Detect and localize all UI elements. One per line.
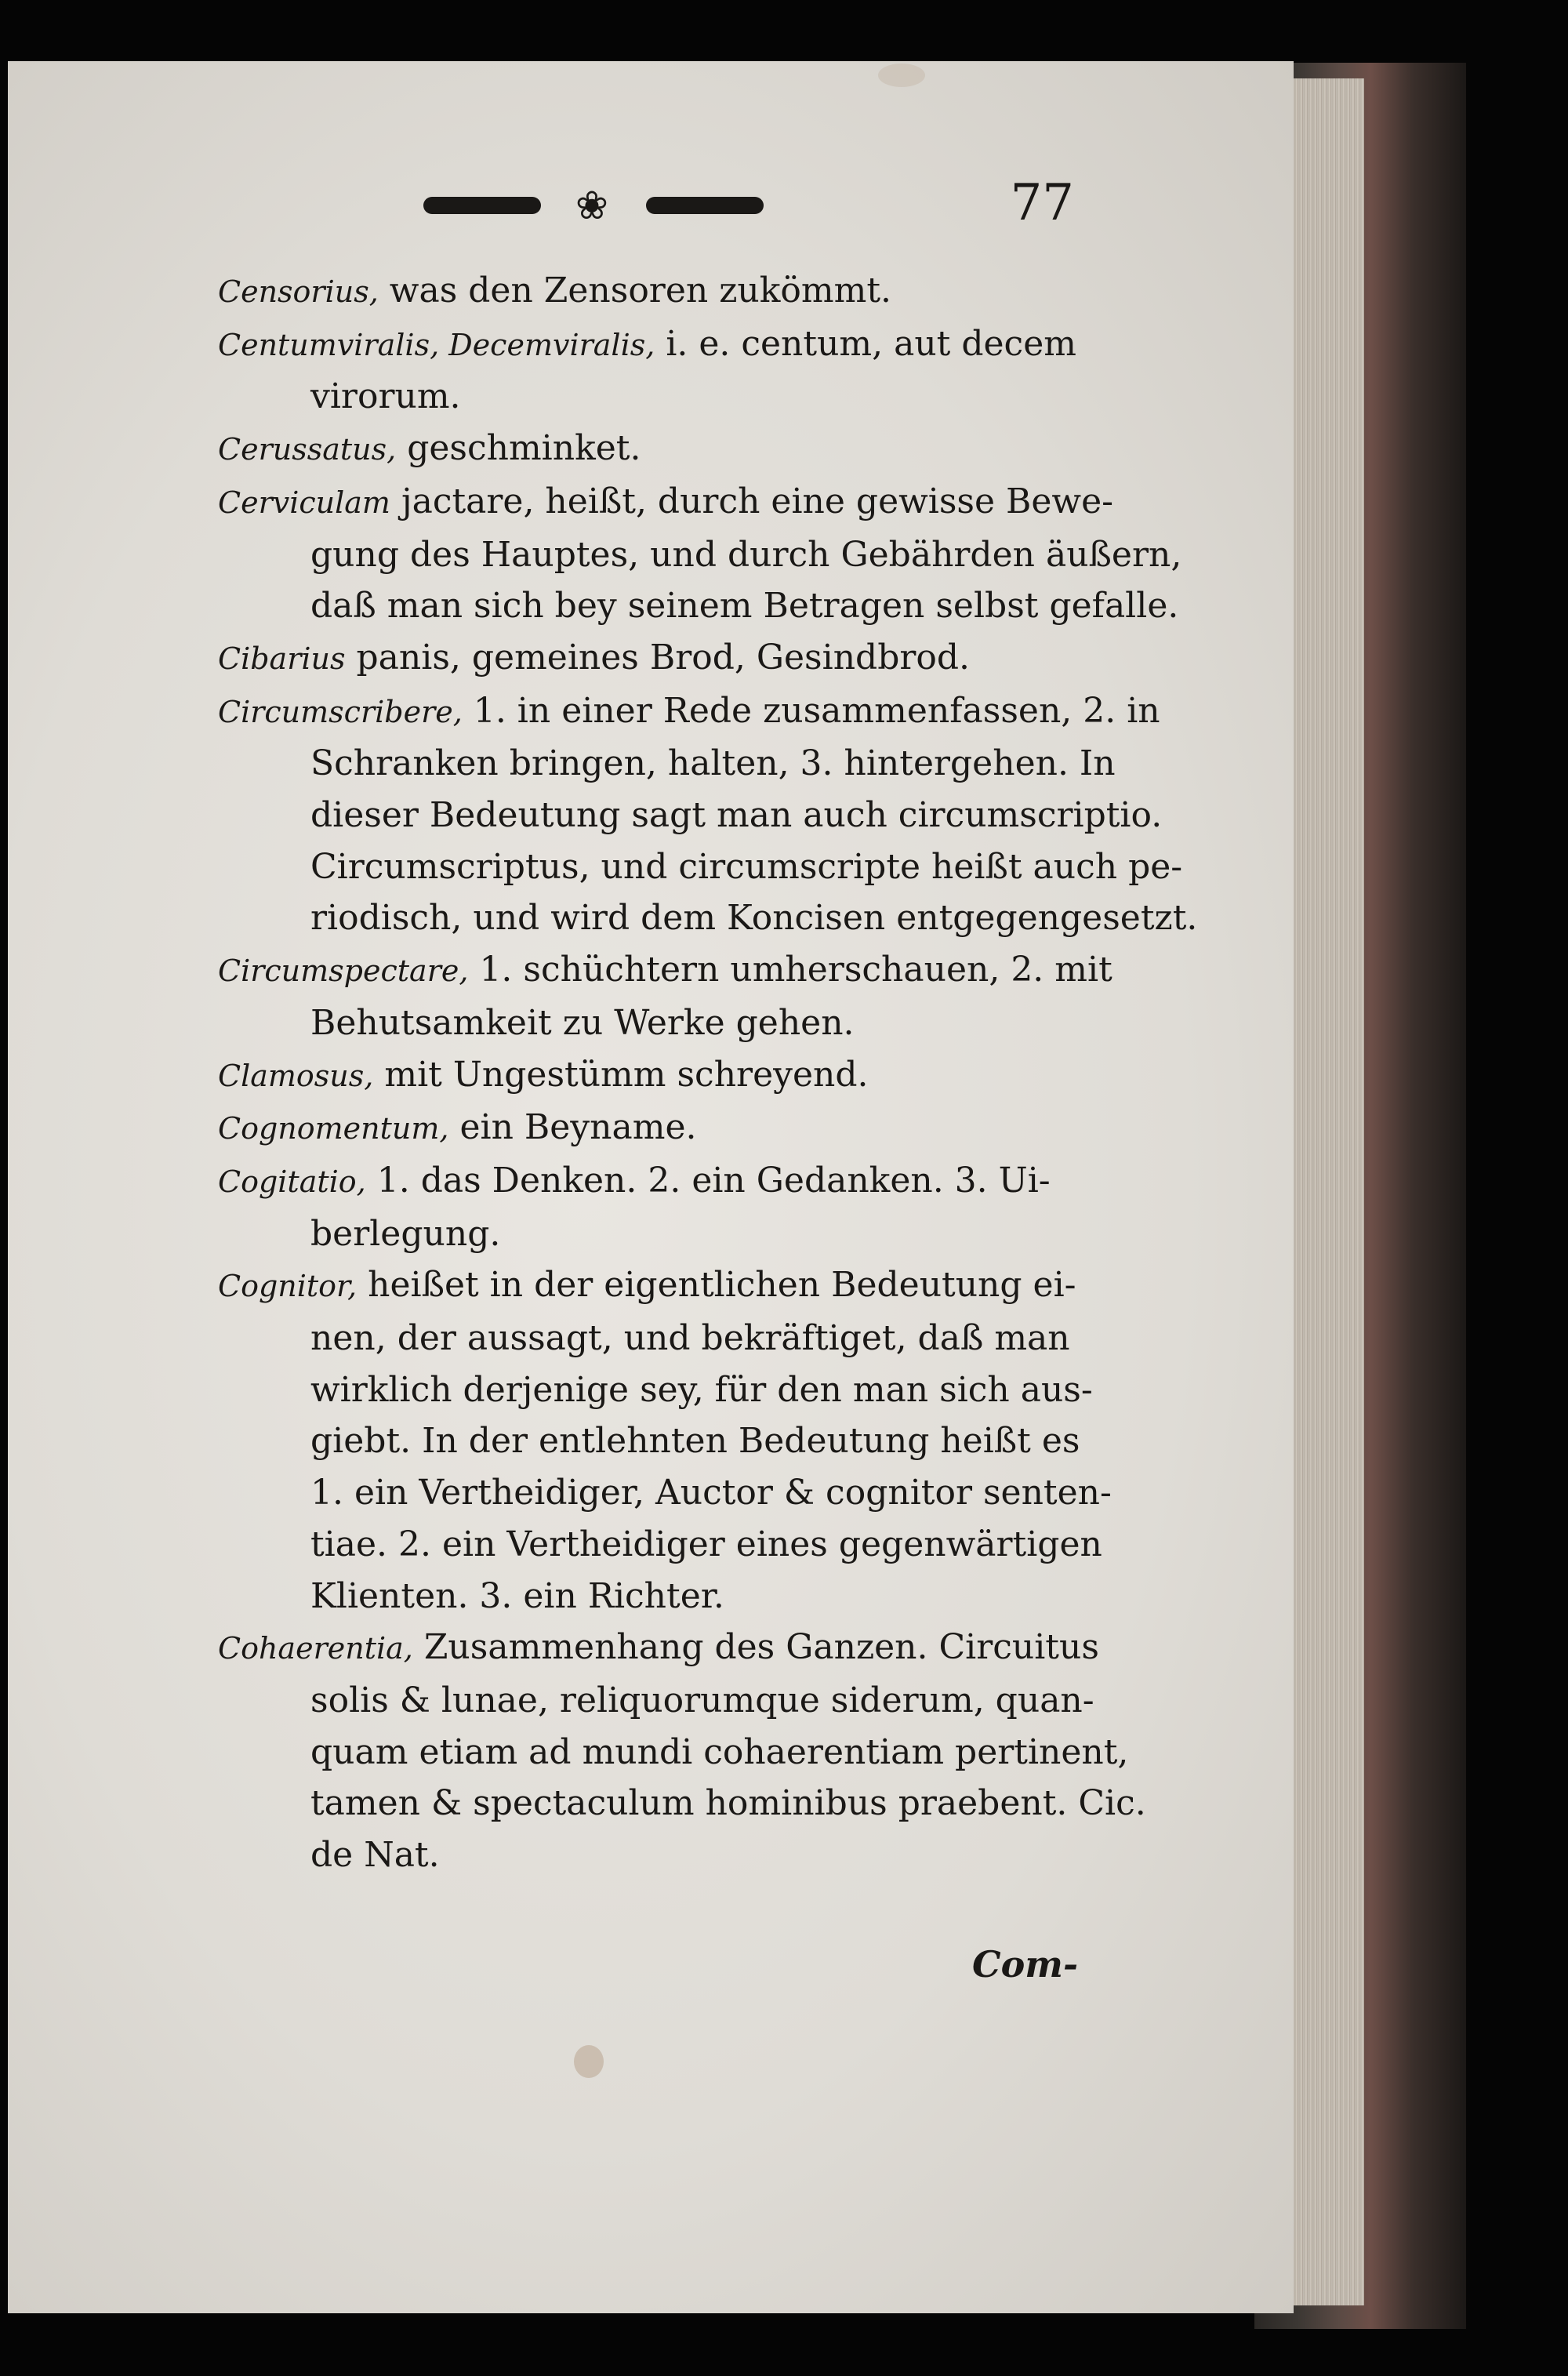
entry-term: Cerussatus,: [218, 432, 397, 467]
entry-continuation-line: [218, 1208, 1104, 1260]
entry-first-line: [218, 423, 1104, 476]
entry-continuation-line: [218, 1778, 1146, 1829]
entry-first-line: [218, 944, 1112, 997]
entry-first-line: [218, 265, 1104, 318]
entry-continuation-line: [218, 790, 1163, 841]
entry-text: Zusammenhang des Ganzen. Circuitus: [423, 1627, 1099, 1668]
entry-continuation-line: [218, 1675, 1104, 1727]
ornament-left: [423, 197, 541, 214]
entry-first-line: [218, 1155, 1104, 1208]
entry-first-line: [218, 476, 1113, 529]
entry-text: daß man sich bey seinem Betragen selbst gefalle.: [310, 586, 1179, 627]
header-ornament: [423, 182, 764, 229]
entry-text: riodisch, und wird dem Koncisen entgegengesetzt.: [310, 898, 1198, 939]
entry-text: Circumscriptus, und circumscripte heißt auch pe-: [310, 846, 1183, 887]
dictionary-entry: [218, 944, 1112, 1048]
dictionary-entry: [218, 318, 1104, 423]
entry-text: geschminket.: [407, 428, 641, 469]
entry-first-line: [218, 1049, 1104, 1103]
page-number: 77: [1010, 174, 1074, 232]
entry-text: de Nat.: [310, 1835, 440, 1876]
paper-stain: [878, 64, 925, 87]
dictionary-entry: [218, 1622, 1146, 1881]
dictionary-entry: [218, 685, 1198, 945]
entry-text: giebt. In der entlehnten Bedeutung heißt es: [310, 1421, 1080, 1462]
entry-text: quam etiam ad mundi cohaerentiam pertinent,: [310, 1731, 1129, 1772]
entry-term: Cognomentum,: [218, 1111, 449, 1146]
entry-text: solis & lunae, reliquorumque siderum, quan-: [310, 1680, 1094, 1720]
entry-term: Centumviralis, Decemviralis,: [218, 327, 655, 362]
dictionary-entry: [218, 632, 1104, 685]
entry-term: Cogitatio,: [218, 1164, 366, 1199]
entry-term: Cohaerentia,: [218, 1631, 413, 1666]
entry-first-line: [218, 318, 1104, 372]
catchword: Com-: [972, 1943, 1079, 1985]
entry-continuation-line: [218, 1727, 1129, 1778]
entry-term: Cognitor,: [218, 1269, 358, 1304]
entry-text: heißet in der eigentlichen Bedeutung ei-: [368, 1265, 1076, 1306]
entry-term: Circumspectare,: [218, 954, 469, 989]
entry-text: 1. in einer Rede zusammenfassen, 2. in: [473, 690, 1160, 731]
entry-text: 1. das Denken. 2. ein Gedanken. 3. Ui-: [376, 1160, 1051, 1201]
entry-text: ein Beyname.: [459, 1107, 697, 1148]
entry-text: Klienten. 3. ein Richter.: [310, 1575, 724, 1616]
entry-continuation-line: [218, 997, 1104, 1049]
entry-continuation-line: [218, 1829, 1104, 1881]
entry-continuation-line: [218, 738, 1116, 790]
entry-continuation-line: [218, 529, 1182, 581]
entry-text: virorum.: [310, 376, 461, 417]
dictionary-entry: [218, 1259, 1112, 1622]
entry-text: dieser Bedeutung sagt man auch circumscriptio.: [310, 795, 1163, 836]
dictionary-entry: [218, 1102, 1104, 1155]
entry-text: panis, gemeines Brod, Gesindbrod.: [356, 637, 971, 678]
dictionary-entry: [218, 476, 1182, 632]
entry-continuation-line: [218, 841, 1183, 893]
entry-first-line: [218, 1259, 1104, 1313]
entry-text: jactare, heißt, durch eine gewisse Bewe-: [401, 481, 1113, 521]
entry-text: tiae. 2. ein Vertheidiger eines gegenwärtigen: [310, 1524, 1102, 1564]
entry-continuation-line: [218, 1467, 1112, 1519]
entry-continuation-line: [218, 1313, 1104, 1364]
entry-first-line: [218, 685, 1160, 739]
entry-term: Cerviculam: [218, 485, 390, 520]
entry-term: Circumscribere,: [218, 694, 463, 729]
entry-text: wirklich derjenige sey, für den man sich aus-: [310, 1369, 1093, 1410]
entry-text: i. e. centum, aut decem: [666, 323, 1076, 364]
entry-continuation-line: [218, 892, 1198, 944]
entry-term: Cibarius: [218, 641, 346, 676]
page-header: [423, 174, 1074, 245]
entry-continuation-line: [218, 1364, 1104, 1416]
entry-text: Schranken bringen, halten, 3. hintergehen. In: [310, 743, 1116, 784]
entry-first-line: [218, 632, 1104, 685]
dictionary-entry: [218, 423, 1104, 476]
ornament-center-icon: ❀: [575, 183, 612, 228]
entry-text: gung des Hauptes, und durch Gebährden äußern,: [310, 534, 1182, 575]
entry-text: 1. ein Vertheidiger, Auctor & cognitor senten-: [310, 1473, 1112, 1513]
entry-text: Behutsamkeit zu Werke gehen.: [310, 1002, 855, 1043]
entry-continuation-line: [218, 371, 1104, 423]
entry-continuation-line: [218, 580, 1179, 632]
entry-term: Censorius,: [218, 274, 379, 309]
paper-stain: [574, 2045, 604, 2078]
entry-term: Clamosus,: [218, 1058, 374, 1093]
entry-text: was den Zensoren zukömmt.: [389, 271, 891, 311]
entry-continuation-line: [218, 1519, 1104, 1571]
entry-text: berlegung.: [310, 1213, 501, 1254]
dictionary-entry: [218, 1155, 1104, 1259]
entry-first-line: [218, 1102, 1104, 1155]
dictionary-entries: [218, 265, 1198, 1881]
entry-text: 1. schüchtern umherschauen, 2. mit: [479, 950, 1112, 990]
entry-first-line: [218, 1622, 1104, 1675]
entry-continuation-line: [218, 1571, 1104, 1622]
ornament-right: [646, 197, 764, 214]
dictionary-entry: [218, 265, 1104, 318]
entry-text: tamen & spectaculum hominibus praebent. Cic.: [310, 1783, 1146, 1824]
dictionary-entry: [218, 1049, 1104, 1103]
entry-text: nen, der aussagt, und bekräftiget, daß man: [310, 1318, 1070, 1359]
entry-continuation-line: [218, 1415, 1104, 1467]
entry-text: mit Ungestümm schreyend.: [384, 1054, 869, 1095]
